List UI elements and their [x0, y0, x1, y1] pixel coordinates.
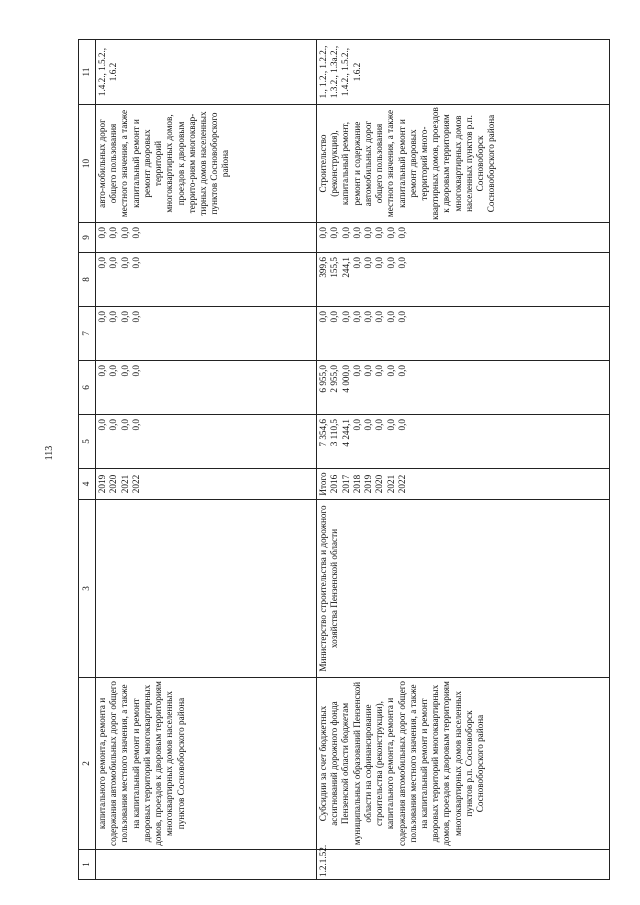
- funding-regional-value: 0,0: [363, 365, 374, 377]
- funding-other-value: 0,0: [351, 227, 362, 239]
- funding-federal-value: 0,0: [374, 311, 385, 323]
- funding-other-value: 0,0: [130, 227, 141, 239]
- funding-federal-value: 0,0: [363, 311, 374, 323]
- funding-federal: [316, 307, 609, 361]
- funding-total-value: 0,0: [97, 419, 107, 431]
- column-header: 8: [79, 253, 96, 307]
- funding-other: [316, 223, 609, 253]
- funding-other-value: 0,0: [317, 227, 328, 239]
- expected-result: Строительство (реконструкция), капитальный ремонт, ремонт и содержание автомобильных дорог общего пользования местного значения, а также капитальный ремонт и ремонт дворовых территорий много-квартирных домов, проездов к дворовым территориям многоквартирных домов населенных пунктов р.п. Сосновоборск Сосновоборского района: [316, 105, 609, 223]
- funding-other-value: 0,0: [363, 227, 374, 239]
- indicator-codes: 1., 1.2., 1.2.2., 1.3.2., 1.3а.2., 1.4.2., 1.5.2., 1.6.2: [316, 40, 609, 105]
- year-value: 2017: [340, 474, 351, 494]
- row-number: [96, 850, 317, 880]
- funding-other-value: 0,0: [119, 227, 130, 239]
- column-header: 7: [79, 307, 96, 361]
- activity-name: капитального ремонта, ремонта и содержания автомобильных дорог общего пользования местного значения, а также на капитальный ремонт и ремонт дворовых территорий многоквартирных домов, проездов к дворовым территориям многоквартирных домов населенных пунктов Сосновоборского района: [96, 678, 317, 850]
- expected-result: авто-мобильных дорог общего пользования местного значения, а также капитальный ремонт и ремонт дворовых территорий многоквартирных домов, проездов к дворовым террито-риям многоквар-тирных домов населенных пунктов Сосновоборского района: [96, 105, 317, 223]
- column-header: 5: [79, 415, 96, 469]
- year: [316, 469, 609, 500]
- funding-other-value: 0,0: [329, 227, 340, 239]
- funding-federal-value: 0,0: [397, 311, 408, 323]
- budget-table-sheet: [78, 40, 610, 880]
- funding-regional-value: 0,0: [397, 365, 408, 377]
- funding-local-value: 244,1: [340, 257, 351, 278]
- funding-federal-value: 0,0: [97, 311, 107, 323]
- funding-regional-value: 4 000,0: [340, 365, 351, 393]
- funding-total: [316, 415, 609, 469]
- funding-total-value: 7 354,6: [317, 419, 328, 447]
- funding-other-value: 0,0: [374, 227, 385, 239]
- funding-local-value: 0,0: [119, 257, 130, 269]
- column-header: 10: [79, 105, 96, 223]
- funding-federal-value: 0,0: [119, 311, 130, 323]
- funding-regional-value: 0,0: [374, 365, 385, 377]
- year-value: 2016: [329, 474, 340, 494]
- funding-federal-value: 0,0: [340, 311, 351, 323]
- funding-total-value: 0,0: [130, 419, 141, 431]
- funding-local-value: 0,0: [97, 257, 107, 269]
- funding-federal-value: 0,0: [108, 311, 119, 323]
- funding-total-value: 0,0: [374, 419, 385, 431]
- funding-regional-value: 0,0: [119, 365, 130, 377]
- funding-total-value: 4 244,1: [340, 419, 351, 447]
- page-number: 113: [44, 445, 55, 461]
- funding-total-value: 0,0: [363, 419, 374, 431]
- funding-other-value: 0,0: [385, 227, 396, 239]
- budget-table: [78, 39, 610, 880]
- funding-other-value: 0,0: [340, 227, 351, 239]
- funding-total-value: 0,0: [108, 419, 119, 431]
- funding-federal-value: 0,0: [385, 311, 396, 323]
- funding-local-value: 0,0: [130, 257, 141, 269]
- funding-total-value: 0,0: [385, 419, 396, 431]
- funding-regional-value: 0,0: [130, 365, 141, 377]
- funding-other-value: 0,0: [108, 227, 119, 239]
- year-value: 2019: [363, 474, 374, 494]
- indicator-codes: 1.4.2., 1.5.2., 1.6.2: [96, 40, 317, 105]
- column-header: 4: [79, 469, 96, 500]
- funding-total-value: 0,0: [119, 419, 130, 431]
- year-value: 2019: [97, 474, 107, 494]
- column-header: 6: [79, 361, 96, 415]
- funding-regional-value: 0,0: [351, 365, 362, 377]
- funding-regional-value: 0,0: [108, 365, 119, 377]
- funding-federal-value: 0,0: [329, 311, 340, 323]
- table-row: [96, 40, 317, 880]
- year: [96, 469, 317, 500]
- funding-regional-value: 6 955,0: [317, 365, 328, 393]
- funding-regional-value: 0,0: [97, 365, 107, 377]
- executor: Министерство строительства и дорожного хозяйства Пензенской области: [316, 500, 609, 678]
- funding-regional-value: 2 955,0: [329, 365, 340, 393]
- column-number-row: [79, 40, 96, 880]
- column-header: 1: [79, 850, 96, 880]
- column-header: 11: [79, 40, 96, 105]
- year-value: 2022: [397, 474, 408, 494]
- funding-regional: [316, 361, 609, 415]
- year-value: 2018: [351, 474, 362, 494]
- year-value: Итого: [317, 472, 328, 496]
- funding-local-value: 155,5: [329, 257, 340, 278]
- funding-local-value: 0,0: [351, 257, 362, 269]
- column-header: 2: [79, 678, 96, 850]
- row-number: 1.2.1.52.: [316, 850, 609, 880]
- funding-regional: [96, 361, 317, 415]
- funding-other: [96, 223, 317, 253]
- funding-local-value: 0,0: [374, 257, 385, 269]
- funding-local-value: 399,6: [317, 257, 328, 278]
- funding-total-value: 0,0: [397, 419, 408, 431]
- funding-local-value: 0,0: [363, 257, 374, 269]
- funding-regional-value: 0,0: [385, 365, 396, 377]
- funding-federal-value: 0,0: [130, 311, 141, 323]
- funding-other-value: 0,0: [97, 227, 107, 239]
- year-value: 2020: [374, 474, 385, 494]
- funding-local-value: 0,0: [108, 257, 119, 269]
- year-value: 2021: [119, 474, 130, 494]
- funding-local-value: 0,0: [385, 257, 396, 269]
- table-row: [316, 40, 609, 880]
- funding-total: [96, 415, 317, 469]
- funding-federal: [96, 307, 317, 361]
- year-value: 2020: [108, 474, 119, 494]
- funding-local: [316, 253, 609, 307]
- column-header: 3: [79, 500, 96, 678]
- funding-total-value: 0,0: [351, 419, 362, 431]
- funding-local-value: 0,0: [397, 257, 408, 269]
- funding-local: [96, 253, 317, 307]
- executor: [96, 500, 317, 678]
- funding-total-value: 3 110,5: [329, 419, 340, 447]
- column-header: 9: [79, 223, 96, 253]
- funding-federal-value: 0,0: [317, 311, 328, 323]
- funding-federal-value: 0,0: [351, 311, 362, 323]
- year-value: 2022: [130, 474, 141, 494]
- activity-name: Субсидии за счет бюджетных ассигнований дорожного фонда Пензенской области бюджетам муниципальных образований Пензенской области на софинансирование строительства (реконструкции), капитального ремонта, ремонта и содержания автомобильных дорог общего пользования местного значения, а также на капитальный ремонт и ремонт дворовых территорий многоквартирных домов, проездов к дворовым территориям многоквартирных домов населенных пунктов р.п. Сосновоборск Сосновоборского района: [316, 678, 609, 850]
- year-value: 2021: [385, 474, 396, 494]
- funding-other-value: 0,0: [397, 227, 408, 239]
